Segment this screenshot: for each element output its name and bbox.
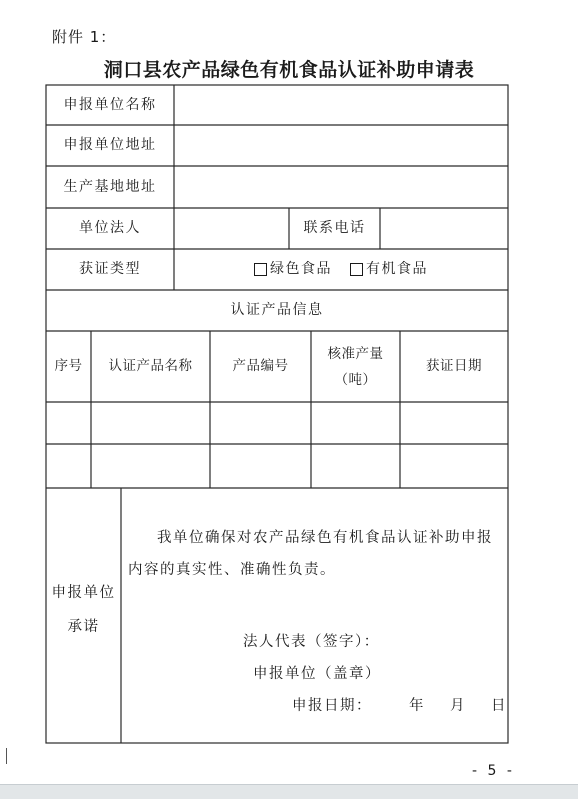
col-product-name: 认证产品名称 [108, 357, 193, 374]
table-row-2-output[interactable] [312, 445, 399, 487]
table-row-2-index[interactable] [47, 445, 90, 487]
table-row-1-name[interactable] [92, 403, 209, 443]
table-row-1-code[interactable] [211, 403, 310, 443]
page-number: - 5 - [472, 763, 515, 779]
green-checkbox[interactable] [254, 263, 267, 276]
option-organic[interactable] [350, 260, 428, 278]
cert-type-label: 获证类型 [79, 261, 141, 278]
legal-rep-signature: 法人代表（签字）： [243, 634, 380, 650]
phone-label: 联系电话 [303, 220, 366, 237]
col-product-code: 产品编号 [232, 357, 289, 374]
date-day: 日 [491, 698, 507, 714]
product-section-heading: 认证产品信息 [230, 302, 324, 319]
applicant-address-label: 申报单位地址 [63, 137, 157, 154]
applicant-address-field[interactable] [175, 126, 507, 165]
apply-date-label: 申报日期： [292, 698, 372, 714]
date-month: 月 [450, 698, 466, 714]
option-green-label: 绿色食品 [270, 261, 332, 278]
col-index: 序号 [54, 357, 83, 374]
applicant-name-field[interactable] [175, 86, 507, 124]
base-address-label: 生产基地地址 [63, 178, 157, 195]
pledge-text: 我单位确保对农产品绿色有机食品认证补助申报内容的真实性、准确性负责。 [128, 530, 493, 578]
table-row-2-code[interactable] [211, 445, 310, 487]
col-approved-output [311, 331, 400, 402]
date-year: 年 [409, 698, 425, 714]
phone-field[interactable] [381, 209, 507, 248]
table-row-2-date[interactable] [401, 445, 507, 487]
margin-mark [6, 748, 7, 764]
col-approved-output-unit: （吨） [334, 371, 377, 388]
col-approved-output-label: 核准产量 [327, 345, 384, 362]
legal-person-field[interactable] [175, 209, 288, 248]
pledge-label-line2: 承诺 [67, 619, 100, 635]
applicant-seal: 申报单位（盖章） [253, 666, 381, 682]
form-title: 洞口县农产品绿色有机食品认证补助申请表 [103, 59, 475, 81]
applicant-name-label: 申报单位名称 [63, 96, 157, 113]
table-row-1-output[interactable] [312, 403, 399, 443]
cert-type-options [174, 249, 508, 290]
base-address-field[interactable] [175, 167, 507, 207]
attachment-label: 附件 1： [52, 28, 117, 46]
organic-checkbox[interactable] [350, 263, 363, 276]
page-bottom-edge [0, 784, 578, 799]
pledge-label-line1: 申报单位 [51, 585, 116, 601]
col-cert-date: 获证日期 [426, 357, 482, 374]
table-row-2-name[interactable] [92, 445, 209, 487]
table-row-1-date[interactable] [401, 403, 507, 443]
option-organic-label: 有机食品 [366, 261, 428, 278]
table-row-1-index[interactable] [47, 403, 90, 443]
pledge-label [46, 575, 121, 645]
option-green[interactable] [254, 260, 332, 278]
legal-person-label: 单位法人 [79, 220, 141, 237]
